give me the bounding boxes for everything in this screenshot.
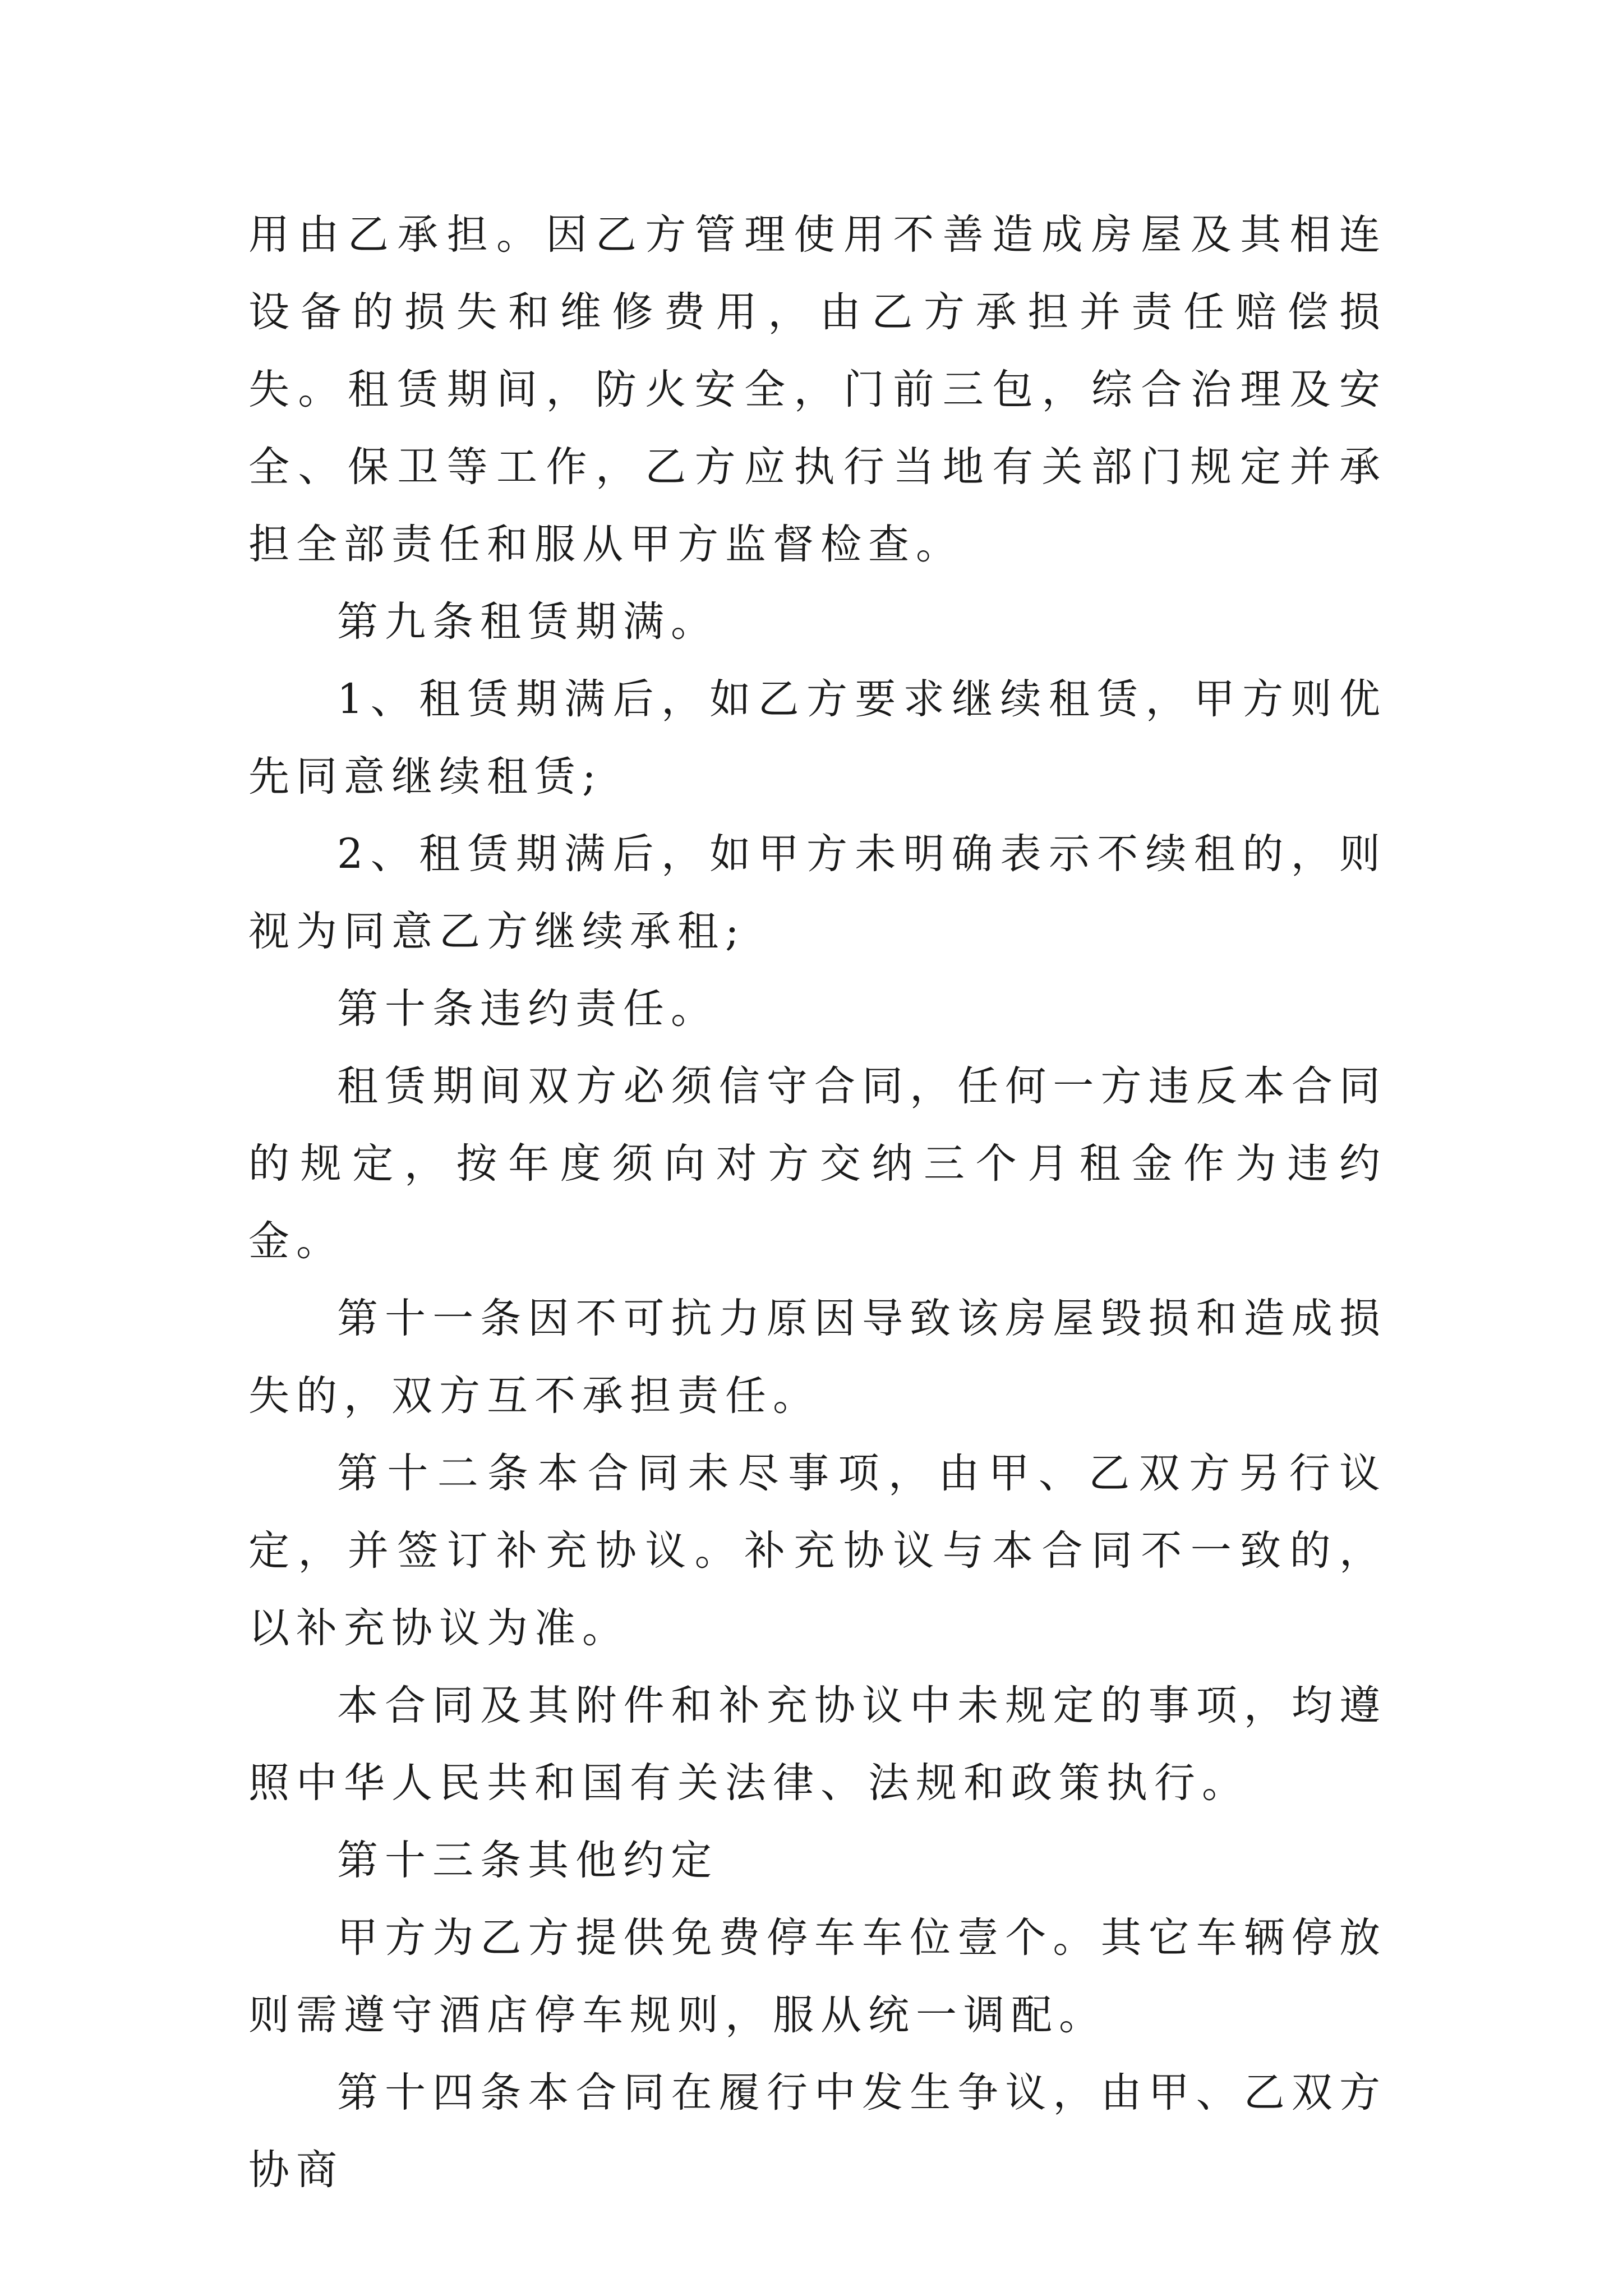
paragraph-article-13-heading: 第十三条其他约定	[337, 1837, 718, 1884]
paragraph-article-11: 第十一条因不可抗力原因导致该房屋毁损和造成损失的，双方互不承担责任。	[248, 1295, 1387, 1420]
paragraph-law-reference: 本合同及其附件和补充协议中未规定的事项，均遵照中华人民共和国有关法律、法规和政策执行。	[248, 1682, 1387, 1807]
paragraph-article-13-body: 甲方为乙方提供免费停车车位壹个。其它车辆停放则需遵守酒店停车规则，服从统一调配。	[248, 1914, 1387, 2039]
paragraph-article-10-body: 租赁期间双方必须信守合同，任何一方违反本合同的规定，按年度须向对方交纳三个月租金作为违约金。	[248, 1062, 1387, 1265]
paragraph-article-9-heading: 第九条租赁期满。	[337, 598, 718, 646]
paragraph-article-14: 第十四条本合同在履行中发生争议，由甲、乙双方协商	[248, 2069, 1387, 2194]
paragraph-article-9-item-1: 1、租赁期满后，如乙方要求继续租赁，甲方则优先同意继续租赁;	[248, 675, 1387, 800]
paragraph-continuation: 用由乙承担。因乙方管理使用不善造成房屋及其相连设备的损失和维修费用，由乙方承担并责任赔偿损失。租赁期间，防火安全，门前三包，综合治理及安全、保卫等工作，乙方应执行当地有关部门规定并承担全部责任和服从甲方监督检查。	[248, 211, 1387, 568]
paragraph-article-12: 第十二条本合同未尽事项，由甲、乙双方另行议定，并签订补充协议。补充协议与本合同不一致的，以补充协议为准。	[248, 1450, 1387, 1652]
paragraph-article-9-item-2: 2、租赁期满后，如甲方未明确表示不续租的，则视为同意乙方继续承租;	[248, 830, 1387, 955]
paragraph-article-10-heading: 第十条违约责任。	[337, 985, 718, 1033]
document-body	[248, 196, 1387, 2209]
